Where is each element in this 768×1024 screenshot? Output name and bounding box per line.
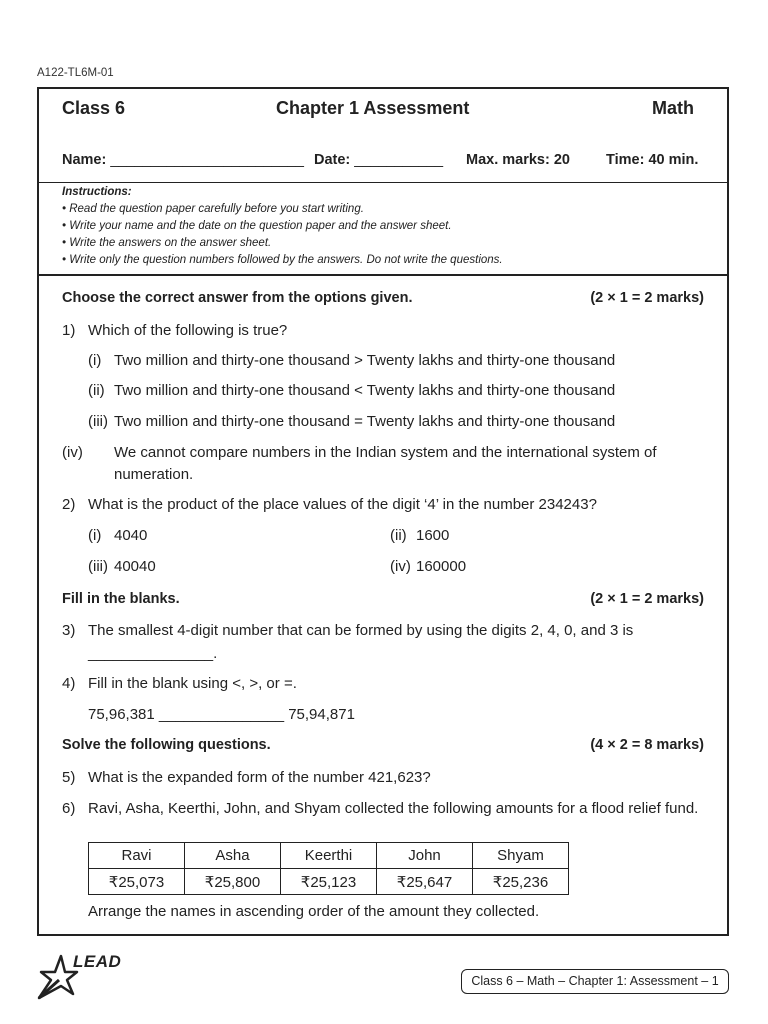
table-row [89,843,569,869]
question-text: Which of the following is true? [88,322,288,339]
option [88,350,708,372]
option-number: (ii) [88,382,105,399]
table-cell-name: Asha [185,843,281,869]
subject-label: Math [652,98,694,118]
option-text: Two million and thirty-one thousand = Twenty lakhs and thirty-one thousand [114,413,616,430]
max-marks: Max. marks: 20 [466,152,570,168]
option [88,525,388,547]
section-heading [62,591,704,607]
option-text: We cannot compare numbers in the Indian system and the international system of numeration. [114,444,657,483]
option-number: (ii) [390,527,407,544]
question-text: The smallest 4-digit number that can be formed by using the digits 2, 4, 0, and 3 is [88,622,634,639]
section-marks: (4 × 2 = 8 marks) [590,737,704,753]
page-title: Chapter 1 Assessment [276,98,470,118]
table-cell-amount: ₹25,647 [377,869,473,895]
time-limit: Time: 40 min. [606,152,699,168]
section-title: Fill in the blanks. [62,591,180,607]
table-cell-name: Keerthi [281,843,377,869]
question-text: What is the expanded form of the number 421,623? [88,769,431,786]
section-heading [62,737,704,753]
question-5 [0,767,768,789]
instruction-item: • Write only the question numbers followed by the answers. Do not write the questions. [62,254,503,266]
option-text: 40040 [114,558,156,575]
option-number: (iii) [88,558,108,575]
option [88,556,388,578]
question-number: 5) [62,769,76,786]
question-1 [0,320,768,342]
question-6 [0,798,768,842]
option-number: (i) [88,352,102,369]
question-text: Ravi, Asha, Keerthi, John, and Shyam collected the following amounts for a flood relief fund. [88,800,699,817]
table-cell-name: Ravi [89,843,185,869]
instruction-item: • Write your name and the date on the question paper and the answer sheet. [62,220,452,232]
table-cell-name: Shyam [473,843,569,869]
comparison-expression: 75,96,381 _______________ 75,94,871 [88,706,355,723]
question-number: 2) [62,496,76,513]
divider [37,182,729,183]
name-label: Name: [62,152,107,168]
instruction-item: • Write the answers on the answer sheet. [62,237,272,249]
table-cell-amount: ₹25,800 [185,869,281,895]
instruction-item: • Read the question paper carefully before you start writing. [62,203,364,215]
amounts-table [88,842,569,895]
option-number: (iv) [390,558,411,575]
question-number: 1) [62,322,76,339]
class-label: Class 6 [62,98,126,118]
table-cell-amount: ₹25,123 [281,869,377,895]
option-number: (i) [88,527,102,544]
instructions-heading: Instructions: [62,186,132,198]
question-instruction: Arrange the names in ascending order of the amount they collected. [88,903,540,920]
option-text: Two million and thirty-one thousand < Twenty lakhs and thirty-one thousand [114,382,616,399]
section-marks: (2 × 1 = 2 marks) [590,290,704,306]
divider [37,274,729,276]
question-number: 3) [62,622,76,639]
option-text: 160000 [416,558,467,575]
table-cell-amount: ₹25,236 [473,869,569,895]
question-text: Fill in the blank using <, >, or =. [88,675,297,692]
question-4 [0,673,768,695]
question-number: 6) [62,800,76,817]
section-title: Solve the following questions. [62,737,271,753]
table-row [89,869,569,895]
question-text: What is the product of the place values of the digit ‘4’ in the number 234243? [88,496,597,513]
option-text: 1600 [416,527,450,544]
section-marks: (2 × 1 = 2 marks) [590,591,704,607]
option-text: 4040 [114,527,148,544]
option [88,380,708,402]
name-blank: ________________________ [110,152,304,168]
option [88,411,708,433]
date-label: Date: [314,152,351,168]
table-cell-name: John [377,843,473,869]
question-2 [0,494,768,516]
document-code: A122-TL6M-01 [37,67,114,79]
date-blank: ___________ [354,152,444,168]
lead-logo [37,950,127,1000]
section-heading [62,290,704,306]
option-number: (iii) [88,413,108,430]
option [62,442,734,486]
page-footer-label: Class 6 – Math – Chapter 1: Assessment – 1 [461,969,729,994]
option [390,525,690,547]
instructions [62,184,503,269]
date-field[interactable] [314,152,443,168]
answer-blank: _______________. [88,645,218,662]
table-cell-amount: ₹25,073 [89,869,185,895]
name-field[interactable] [62,152,304,168]
section-title: Choose the correct answer from the options given. [62,290,413,306]
option [390,556,690,578]
option-number: (iv) [62,444,83,461]
question-number: 4) [62,675,76,692]
logo-text: LEAD [73,952,122,971]
option-text: Two million and thirty-one thousand > Twenty lakhs and thirty-one thousand [114,352,616,369]
